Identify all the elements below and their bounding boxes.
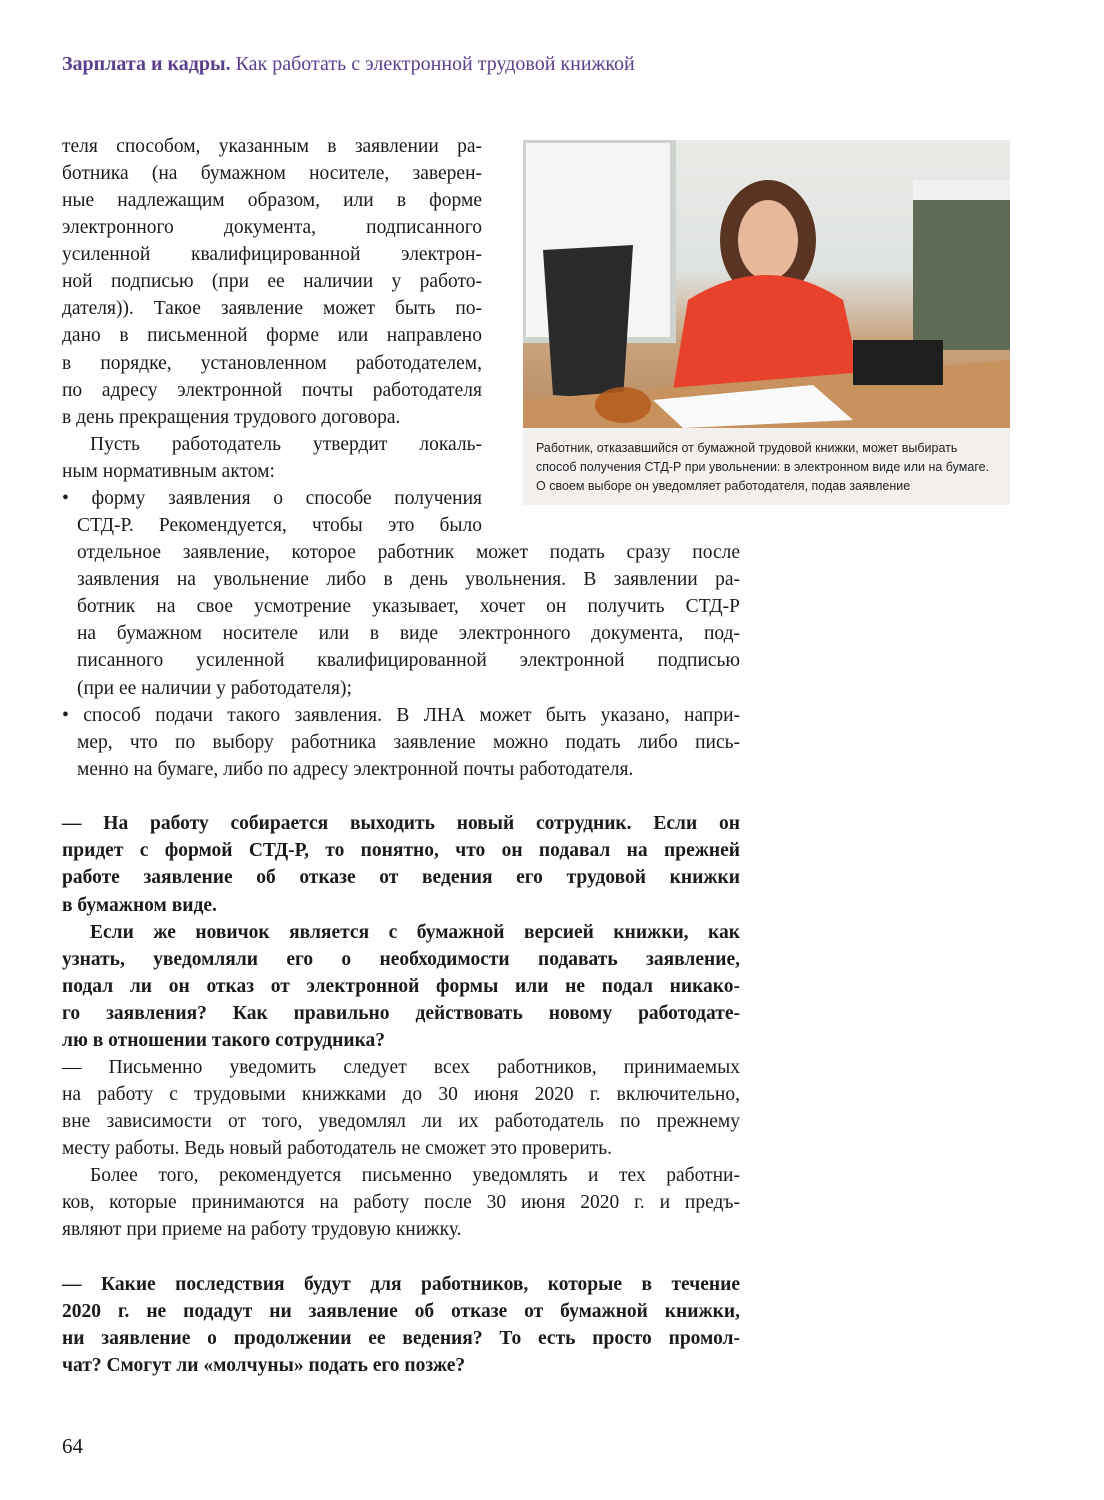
body-text-line: (при ее наличии у работодателя); <box>77 678 352 699</box>
body-text-line: менно на бумаге, либо по адресу электронной почты работодателя. <box>77 759 634 780</box>
page-number: 64 <box>62 1434 83 1458</box>
body-text-line: в порядке, установленном работодателем, <box>62 353 482 374</box>
body-text-line: ной подписью (при ее наличии у работо- <box>62 271 482 292</box>
body-text-line: ные надлежащим образом, или в форме <box>62 190 482 211</box>
body-text-line: СТД-Р. Рекомендуется, чтобы это было <box>77 515 482 536</box>
article-title: Как работать с электронной трудовой книжкой <box>235 53 635 75</box>
photo-illustration <box>523 140 1010 428</box>
body-text-line: на работу с трудовыми книжками до 30 июня 2020 г. включительно, <box>62 1084 740 1105</box>
question-text-line: лю в отношении такого сотрудника? <box>62 1030 386 1051</box>
question-text-line: — Какие последствия будут для работников, которые в течение <box>62 1274 740 1295</box>
question-text-line: го заявления? Как правильно действовать новому работодате- <box>62 1003 740 1024</box>
body-text-line: ков, которые принимаются на работу после 30 июня 2020 г. и предъ- <box>62 1192 740 1213</box>
question-text-line: узнать, уведомляли его о необходимости подавать заявление, <box>62 949 740 970</box>
caption-line: О своем выборе он уведомляет работодателя, подав заявление <box>536 479 911 493</box>
caption-line: Работник, отказавшийся от бумажной трудовой книжки, может выбирать <box>536 441 958 455</box>
body-text-line: на бумажном носителе или в виде электронного документа, под- <box>77 623 740 644</box>
body-text-line: — Письменно уведомить следует всех работников, принимаемых <box>62 1057 740 1078</box>
question-text-line: ни заявление о продолжении ее ведения? То есть просто промол- <box>62 1328 740 1349</box>
question-text-line: — На работу собирается выходить новый сотрудник. Если он <box>62 813 740 834</box>
body-text-line: • форму заявления о способе получения <box>62 488 482 509</box>
body-text-line: мер, что по выбору работника заявление можно подать либо пись- <box>77 732 740 753</box>
body-text-line: месту работы. Ведь новый работодатель не сможет это проверить. <box>62 1138 613 1159</box>
caption-line: способ получения СТД-Р при увольнении: в электронном виде или на бумаге. <box>536 460 990 474</box>
body-text-line: теля способом, указанным в заявлении ра- <box>62 136 482 157</box>
body-text-line: • способ подачи такого заявления. В ЛНА может быть указано, напри- <box>62 705 740 726</box>
photo-caption <box>523 428 1010 505</box>
question-text-line: Если же новичок является с бумажной версией книжки, как <box>90 922 740 943</box>
body-text-line: писанного усиленной квалифицированной электронной подписью <box>77 650 740 671</box>
photo-woman-writing <box>523 140 1010 428</box>
question-text-line: в бумажном виде. <box>62 895 217 916</box>
question-text-line: подал ли он отказ от электронной формы или не подал никако- <box>62 976 740 997</box>
section-name: Зарплата и кадры. <box>62 53 231 75</box>
body-text-line: электронного документа, подписанного <box>62 217 482 238</box>
body-text-line: по адресу электронной почты работодателя <box>62 380 482 401</box>
body-text-line: Более того, рекомендуется письменно уведомлять и тех работни- <box>90 1165 740 1186</box>
question-text-line: придет с формой СТД-Р, то понятно, что он подавал на прежней <box>62 840 740 861</box>
running-header <box>62 53 635 76</box>
body-text-line: вне зависимости от того, уведомлял ли их работодатель по прежнему <box>62 1111 740 1132</box>
body-text-line: в день прекращения трудового договора. <box>62 407 401 428</box>
question-text-line: работе заявление об отказе от ведения его трудовой книжки <box>62 867 740 888</box>
body-text-line: дано в письменной форме или направлено <box>62 325 482 346</box>
body-text-line: ботника (на бумажном носителе, заверен- <box>62 163 482 184</box>
body-text-line: усиленной квалифицированной электрон- <box>62 244 482 265</box>
body-text-line: отдельное заявление, которое работник может подать сразу после <box>77 542 740 563</box>
question-text-line: 2020 г. не подадут ни заявление об отказе от бумажной книжки, <box>62 1301 740 1322</box>
body-text-line: являют при приеме на работу трудовую книжку. <box>62 1219 462 1240</box>
body-text-line: заявления на увольнение либо в день увольнения. В заявлении ра- <box>77 569 740 590</box>
body-text-line: ным нормативным актом: <box>62 461 275 482</box>
body-text-line: ботник на свое усмотрение указывает, хочет он получить СТД-Р <box>77 596 740 617</box>
body-text-line: Пусть работодатель утвердит локаль- <box>90 434 482 455</box>
body-text-line: дателя)). Такое заявление может быть по- <box>62 298 482 319</box>
question-text-line: чат? Смогут ли «молчуны» подать его позже? <box>62 1355 466 1376</box>
